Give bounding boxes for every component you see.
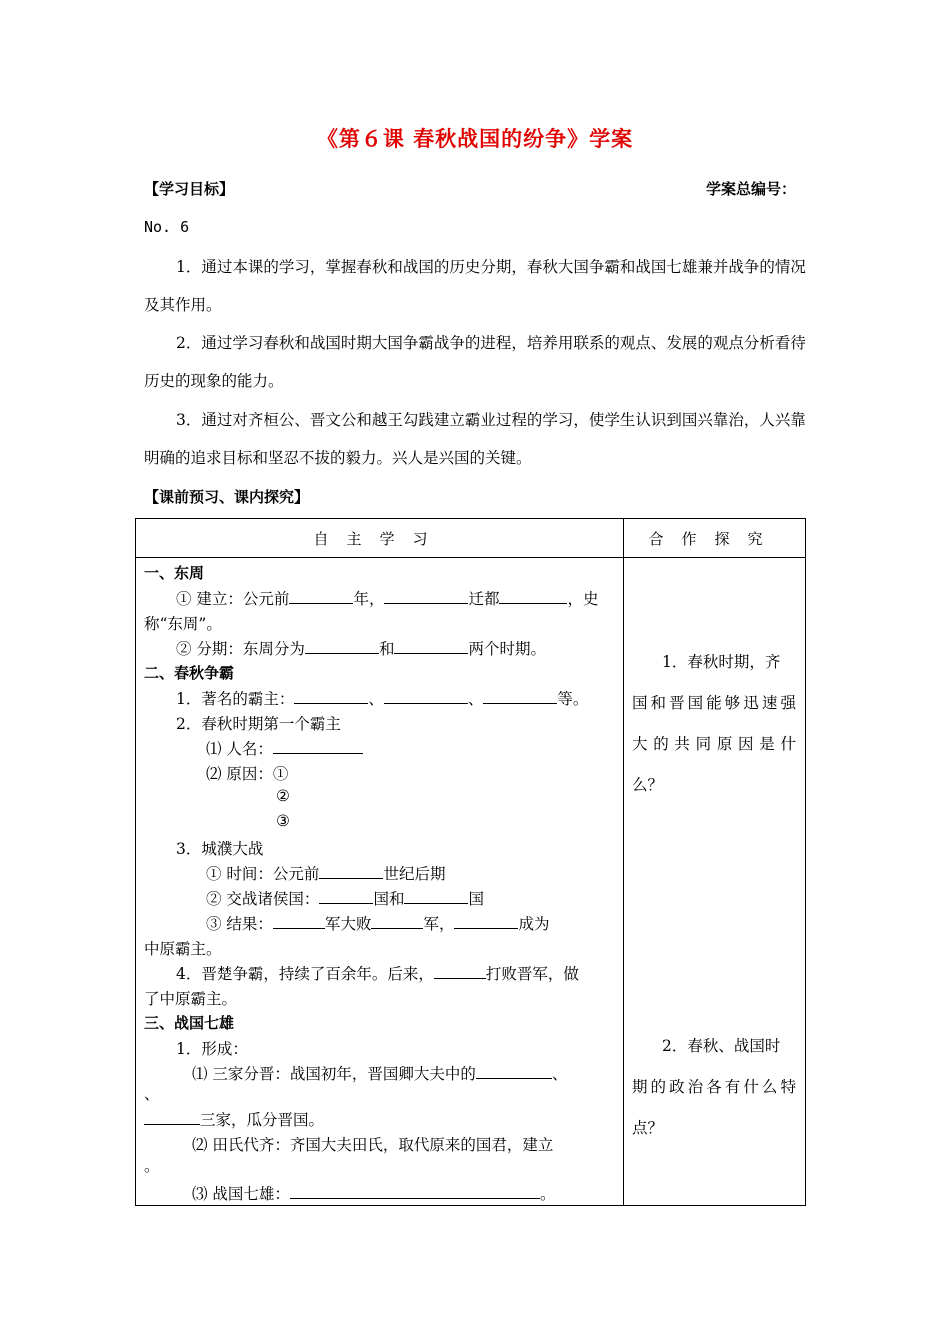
page-title: 《第６课 春秋战国的纷争》学案 [316,127,634,151]
blank[interactable] [499,589,567,604]
line-seven-states: ⑶ 战国七雄： 。 [192,1185,556,1203]
section-heading-goals: 【学习目标】 [144,180,235,198]
blank[interactable] [384,689,468,704]
line-reasons: ⑵ 原因：① [206,765,289,783]
blank[interactable] [434,964,486,979]
goal-2: 2．通过学习春秋和战国时期大国争霸战争的进程，培养用联系的观点、发展的观点分析看待历史的现象的能力。 [144,334,806,390]
line-tian-replaces-qi: ⑵ 田氏代齐：齐国大夫田氏，取代原来的国君，建立 [192,1136,554,1154]
blank[interactable] [273,739,363,754]
blank[interactable] [290,1184,540,1199]
blank[interactable] [394,639,468,654]
blank[interactable] [289,589,353,604]
line-jin-chu: 4．晋楚争霸，持续了百余年。后来， 打败晋军，做 [176,965,579,983]
heading-eastern-zhou: 一、东周 [144,564,205,582]
column-header-cooperative: 合作探究 [624,519,806,558]
line-reason-3: ③ [276,812,290,830]
blank[interactable] [294,689,368,704]
blank[interactable] [384,589,468,604]
line-result: ③ 结果： 军大败 军， 成为 [206,915,550,933]
line-formation: 1．形成： [176,1040,248,1058]
goal-3: 3．通过对齐桓公、晋文公和越王勾践建立霸业过程的学习，使学生认识到国兴靠治，人兴靠明确的追求目标和坚忍不拔的毅力。兴人是兴国的关键。 [144,411,806,467]
line-central-hegemon: 中原霸主。 [144,940,222,958]
line-chengpu: 3．城濮大战 [176,840,264,858]
line-person-name: ⑴ 人名： [206,737,363,759]
line-periods: ② 分期：东周分为 和 两个时期。 [176,640,546,658]
blank[interactable] [319,864,383,879]
question-1: 1．春秋时期，齐 国和晋国能够迅速强 大的共同原因是什 么？ [632,653,796,794]
column-header-self-study: 自主学习 [136,519,624,558]
heading-spring-autumn: 二、春秋争霸 [144,664,235,682]
blank[interactable] [404,889,468,904]
line-period-mark: 。 [144,1157,160,1175]
line-belligerents: ② 交战诸侯国： 国和 国 [206,890,484,908]
blank[interactable] [483,689,557,704]
line-became-hegemon: 了中原霸主。 [144,990,238,1008]
cooperative-cell [624,558,806,1206]
blank[interactable] [476,1064,552,1079]
heading-warring-states: 三、战国七雄 [144,1014,235,1032]
total-number-label: 学案总编号： [706,180,797,198]
line-partition-jin: ⑴ 三家分晋：战国初年，晋国卿大夫中的 、 [192,1065,568,1083]
blank[interactable] [319,889,373,904]
section-heading-preview: 【课前预习、课内探究】 [144,488,310,506]
blank[interactable] [273,914,325,929]
blank[interactable] [371,914,423,929]
line-first-hegemon: 2．春秋时期第一个霸主 [176,715,341,733]
line-famous-hegemons: 1．著名的霸主： 、 、 等。 [176,690,589,708]
blank[interactable] [454,914,518,929]
blank[interactable] [144,1110,200,1125]
self-study-cell [136,558,624,1206]
goal-1: 1．通过本课的学习，掌握春秋和战国的历史分期，春秋大国争霸和战国七雄兼并战争的情况及其作用。 [144,258,806,314]
question-2: 2．春秋、战国时 期的政治各有什么特 点？ [632,1037,796,1137]
total-number-value: No. 6 [144,218,190,236]
line-called: 称“东周”。 [144,615,222,633]
line-separator: 、 [144,1085,160,1103]
study-table [135,518,806,1206]
line-three-families: 三家，瓜分晋国。 [144,1108,324,1130]
blank[interactable] [305,639,379,654]
line-establish: ① 建立：公元前 年， 迁都 ，史 [176,590,599,608]
line-time: ① 时间：公元前 世纪后期 [206,865,446,883]
line-reason-2: ② [276,787,290,805]
